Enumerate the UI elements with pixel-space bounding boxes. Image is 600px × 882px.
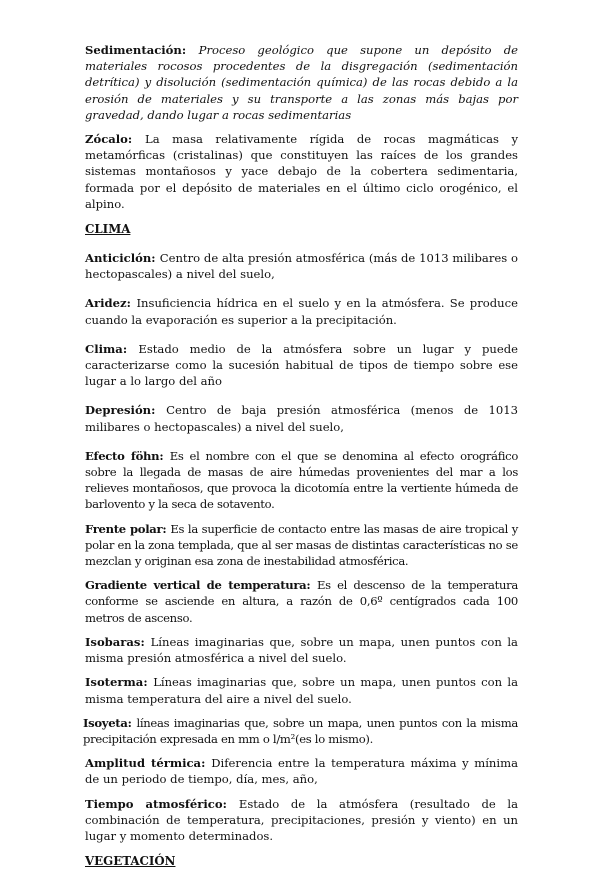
entry-separator: : — [143, 675, 154, 690]
entry-definition: líneas imaginarias que, sobre un mapa, unen puntos con la misma precipitación expresada en mm o l/m²(es lo mismo). — [83, 715, 518, 746]
entry-separator: : — [151, 403, 167, 418]
entry-term: Depresión — [85, 403, 152, 418]
entry-term: Anticiclón — [85, 251, 152, 266]
entry-separator: : — [222, 796, 239, 811]
entry-term: Isobaras — [85, 634, 141, 649]
entry-separator: : — [151, 251, 160, 266]
entry-efecto-fohn — [85, 448, 518, 513]
entry-term: Tiempo atmosférico — [85, 796, 223, 811]
entry-sedimentacion — [85, 42, 518, 123]
entry-definition: Centro de baja presión atmosférica (menos de 1013 milibares o hectopascales) a nivel del suelo, — [85, 403, 518, 434]
entry-separator: : — [201, 756, 212, 771]
entry-amplitud-termica — [85, 755, 518, 787]
entry-aridez — [85, 295, 518, 327]
entry-definition: Estado medio de la atmósfera sobre un lugar y puede caracterizarse como la sucesión habitual de tipos de tiempo sobre ese lugar a lo largo del año — [85, 341, 519, 389]
section-heading-vegetacion: VEGETACIÓN — [85, 854, 176, 869]
entry-term: Zócalo — [85, 132, 128, 147]
entry-isoterma — [85, 674, 518, 706]
section-heading-clima: CLIMA — [85, 222, 131, 237]
entry-definition: Es la superficie de contacto entre las masas de aire tropical y polar en la zona templada, que al ser masas de distintas características no se mezclan y originan esa zona de inestabilidad atmosférica. — [85, 521, 519, 569]
entry-anticiclon — [85, 250, 518, 282]
entry-definition: La masa relativamente rígida de rocas magmáticas y metamórficas (cristalinas) que constituyen las raíces de los grandes sistemas montañosos y yace debajo de la cobertera sedimentaria, formada por el depósito de materiales en el último ciclo orogénico, el alpino. — [85, 132, 518, 211]
document-page — [85, 42, 518, 882]
entry-separator: : — [162, 521, 171, 536]
entry-definition: Líneas imaginarias que, sobre un mapa, unen puntos con la misma temperatura del aire a nivel del suelo. — [85, 675, 518, 706]
entry-term: Isoyeta — [83, 715, 128, 730]
entry-isoyeta — [83, 715, 518, 747]
entry-term: Gradiente vertical de temperatura — [85, 578, 307, 593]
entry-isobaras — [85, 634, 518, 666]
entry-tiempo-atmosferico — [85, 796, 518, 845]
entry-depresion — [85, 402, 518, 434]
entry-definition: Centro de alta presión atmosférica (más de 1013 milibares o hectopascales) a nivel del suelo, — [85, 251, 518, 282]
entry-term: Isoterma — [85, 675, 144, 690]
entry-gradiente-vertical — [85, 577, 518, 626]
entry-definition: Insuficiencia hídrica en el suelo y en la atmósfera. Se produce cuando la evaporación es superior a la precipitación. — [85, 296, 518, 327]
entry-separator: : — [126, 296, 137, 311]
entry-definition: Es el nombre con el que se denomina al efecto orográfico sobre la llegada de masas de aire húmedas provenientes del mar a los relieves montañosos, que provoca la dicotomía entre la vertiente húmeda de barlovento y la seca de sotavento. — [85, 448, 518, 512]
entry-frente-polar — [85, 521, 518, 570]
entry-term: Amplitud térmica — [85, 756, 202, 771]
entry-separator: : — [127, 715, 137, 730]
entry-separator: : — [306, 578, 318, 593]
entry-separator: : — [159, 448, 170, 463]
entry-term: Aridez — [85, 296, 127, 311]
entry-separator: : — [122, 341, 139, 356]
entry-separator: : — [181, 43, 199, 57]
entry-term: Clima — [85, 341, 123, 356]
entry-definition: Proceso geológico que supone un depósito de materiales rocosos procedentes de la disgregación (sedimentación detrítica) y disolución (sedimentación química) de las rocas debido a la erosión de materiales y su transporte a las zonas más bajas por gravedad, dando lugar a rocas sedimentarias — [85, 43, 518, 122]
entry-separator: : — [127, 132, 146, 147]
entry-clima — [85, 341, 518, 390]
entry-zocalo — [85, 131, 518, 212]
entry-definition: Diferencia entre la temperatura máxima y mínima de un periodo de tiempo, día, mes, año, — [85, 756, 518, 787]
entry-term: Sedimentación — [85, 43, 182, 57]
entry-definition: Estado de la atmósfera (resultado de la combinación de temperatura, precipitaciones, presión y viento) en un lugar y momento determinados. — [85, 796, 518, 843]
entry-definition: Líneas imaginarias que, sobre un mapa, unen puntos con la misma presión atmosférica a nivel del suelo. — [85, 634, 518, 666]
entry-definition: Es el descenso de la temperatura conforme se asciende en altura, a razón de 0,6º centígrados cada 100 metros de ascenso. — [85, 578, 518, 625]
entry-separator: : — [140, 634, 151, 649]
entry-term: Efecto föhn — [85, 448, 160, 463]
entry-term: Frente polar — [85, 521, 163, 536]
